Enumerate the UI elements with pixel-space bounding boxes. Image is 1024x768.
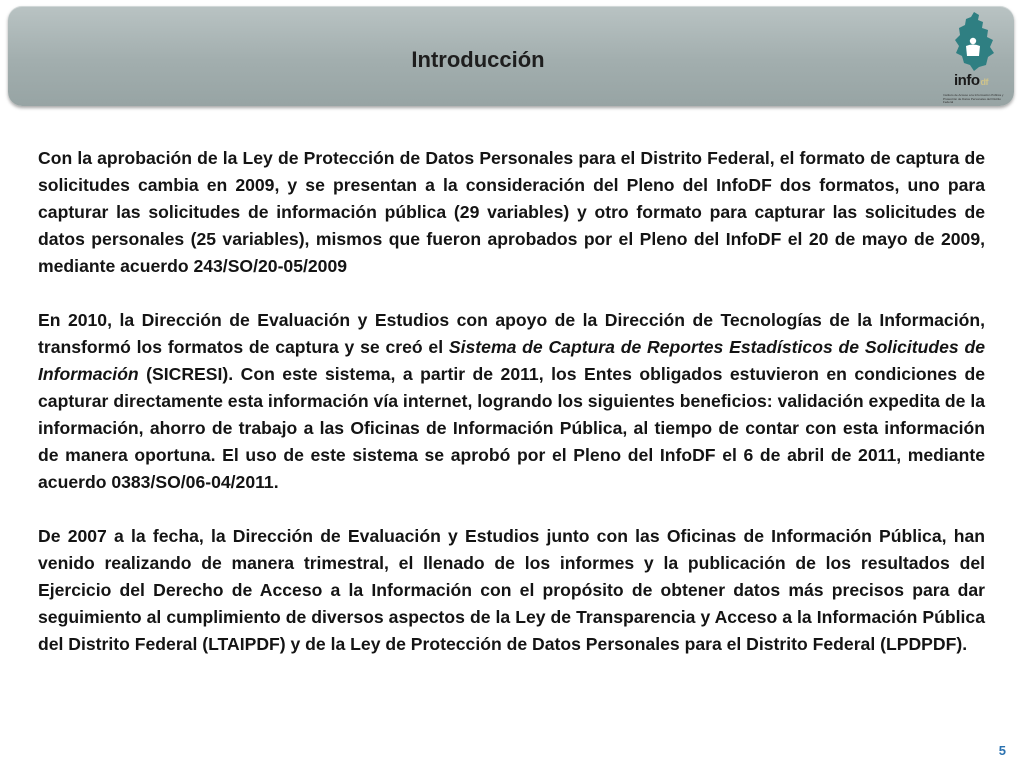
paragraph-2 [38, 307, 985, 496]
system-name-italic: Sistema de Captura de Reportes Estadísticos de Solicitudes de Información [38, 337, 985, 384]
df-map-icon [952, 10, 996, 72]
slide-title: Introducción [411, 47, 545, 72]
slide-body [38, 145, 985, 685]
paragraph-2-text-end: (SICRESI). Con este sistema, a partir de 2011, los Entes obligados estuvieron en condiciones de capturar directamente esta información vía internet, logrando los siguientes beneficios: validación expedita de la información, ahorro de trabajo a las Oficinas de Información Pública, al tiempo de contar con esta información de manera oportuna. El uso de este sistema se aprobó por el Pleno del InfoDF el 6 de abril de 2011, mediante acuerdo 0383/SO/06-04/2011. [38, 364, 985, 492]
infodf-logo [938, 10, 1008, 105]
logo-wordmark: infodf [954, 72, 988, 89]
logo-caption: Instituto de Acceso a la Información Pública y Protección de Datos Personales del Distrito Federal [943, 93, 1004, 104]
paragraph-1: Con la aprobación de la Ley de Protección de Datos Personales para el Distrito Federal, el formato de captura de solicitudes cambia en 2009, y se presentan a la consideración del Pleno del InfoDF dos formatos, uno para capturar las solicitudes de información pública (29 variables) y otro formato para capturar las solicitudes de datos personales (25 variables), mismos que fueron aprobados por el Pleno del InfoDF el 20 de mayo de 2009, mediante acuerdo 243/SO/20-05/2009 [38, 148, 985, 276]
paragraph-2-text-start: En 2010, la Dirección de Evaluación y Estudios con apoyo de la Dirección de Tecnologías de la Información, transformó los formatos de captura y se creó el [38, 310, 985, 357]
paragraph-3: De 2007 a la fecha, la Dirección de Evaluación y Estudios junto con las Oficinas de Información Pública, han venido realizando de manera trimestral, el llenado de los informes y la publicación de los resultados del Ejercicio del Derecho de Acceso a la Información con el propósito de obtener datos más precisos para dar seguimiento al cumplimiento de diversos aspectos de la Ley de Transparencia y Acceso a la Información Pública del Distrito Federal (LTAIPDF) y de la Ley de Protección de Datos Personales para el Distrito Federal (LPDPDF). [38, 526, 985, 654]
page-number: 5 [998, 743, 1006, 758]
